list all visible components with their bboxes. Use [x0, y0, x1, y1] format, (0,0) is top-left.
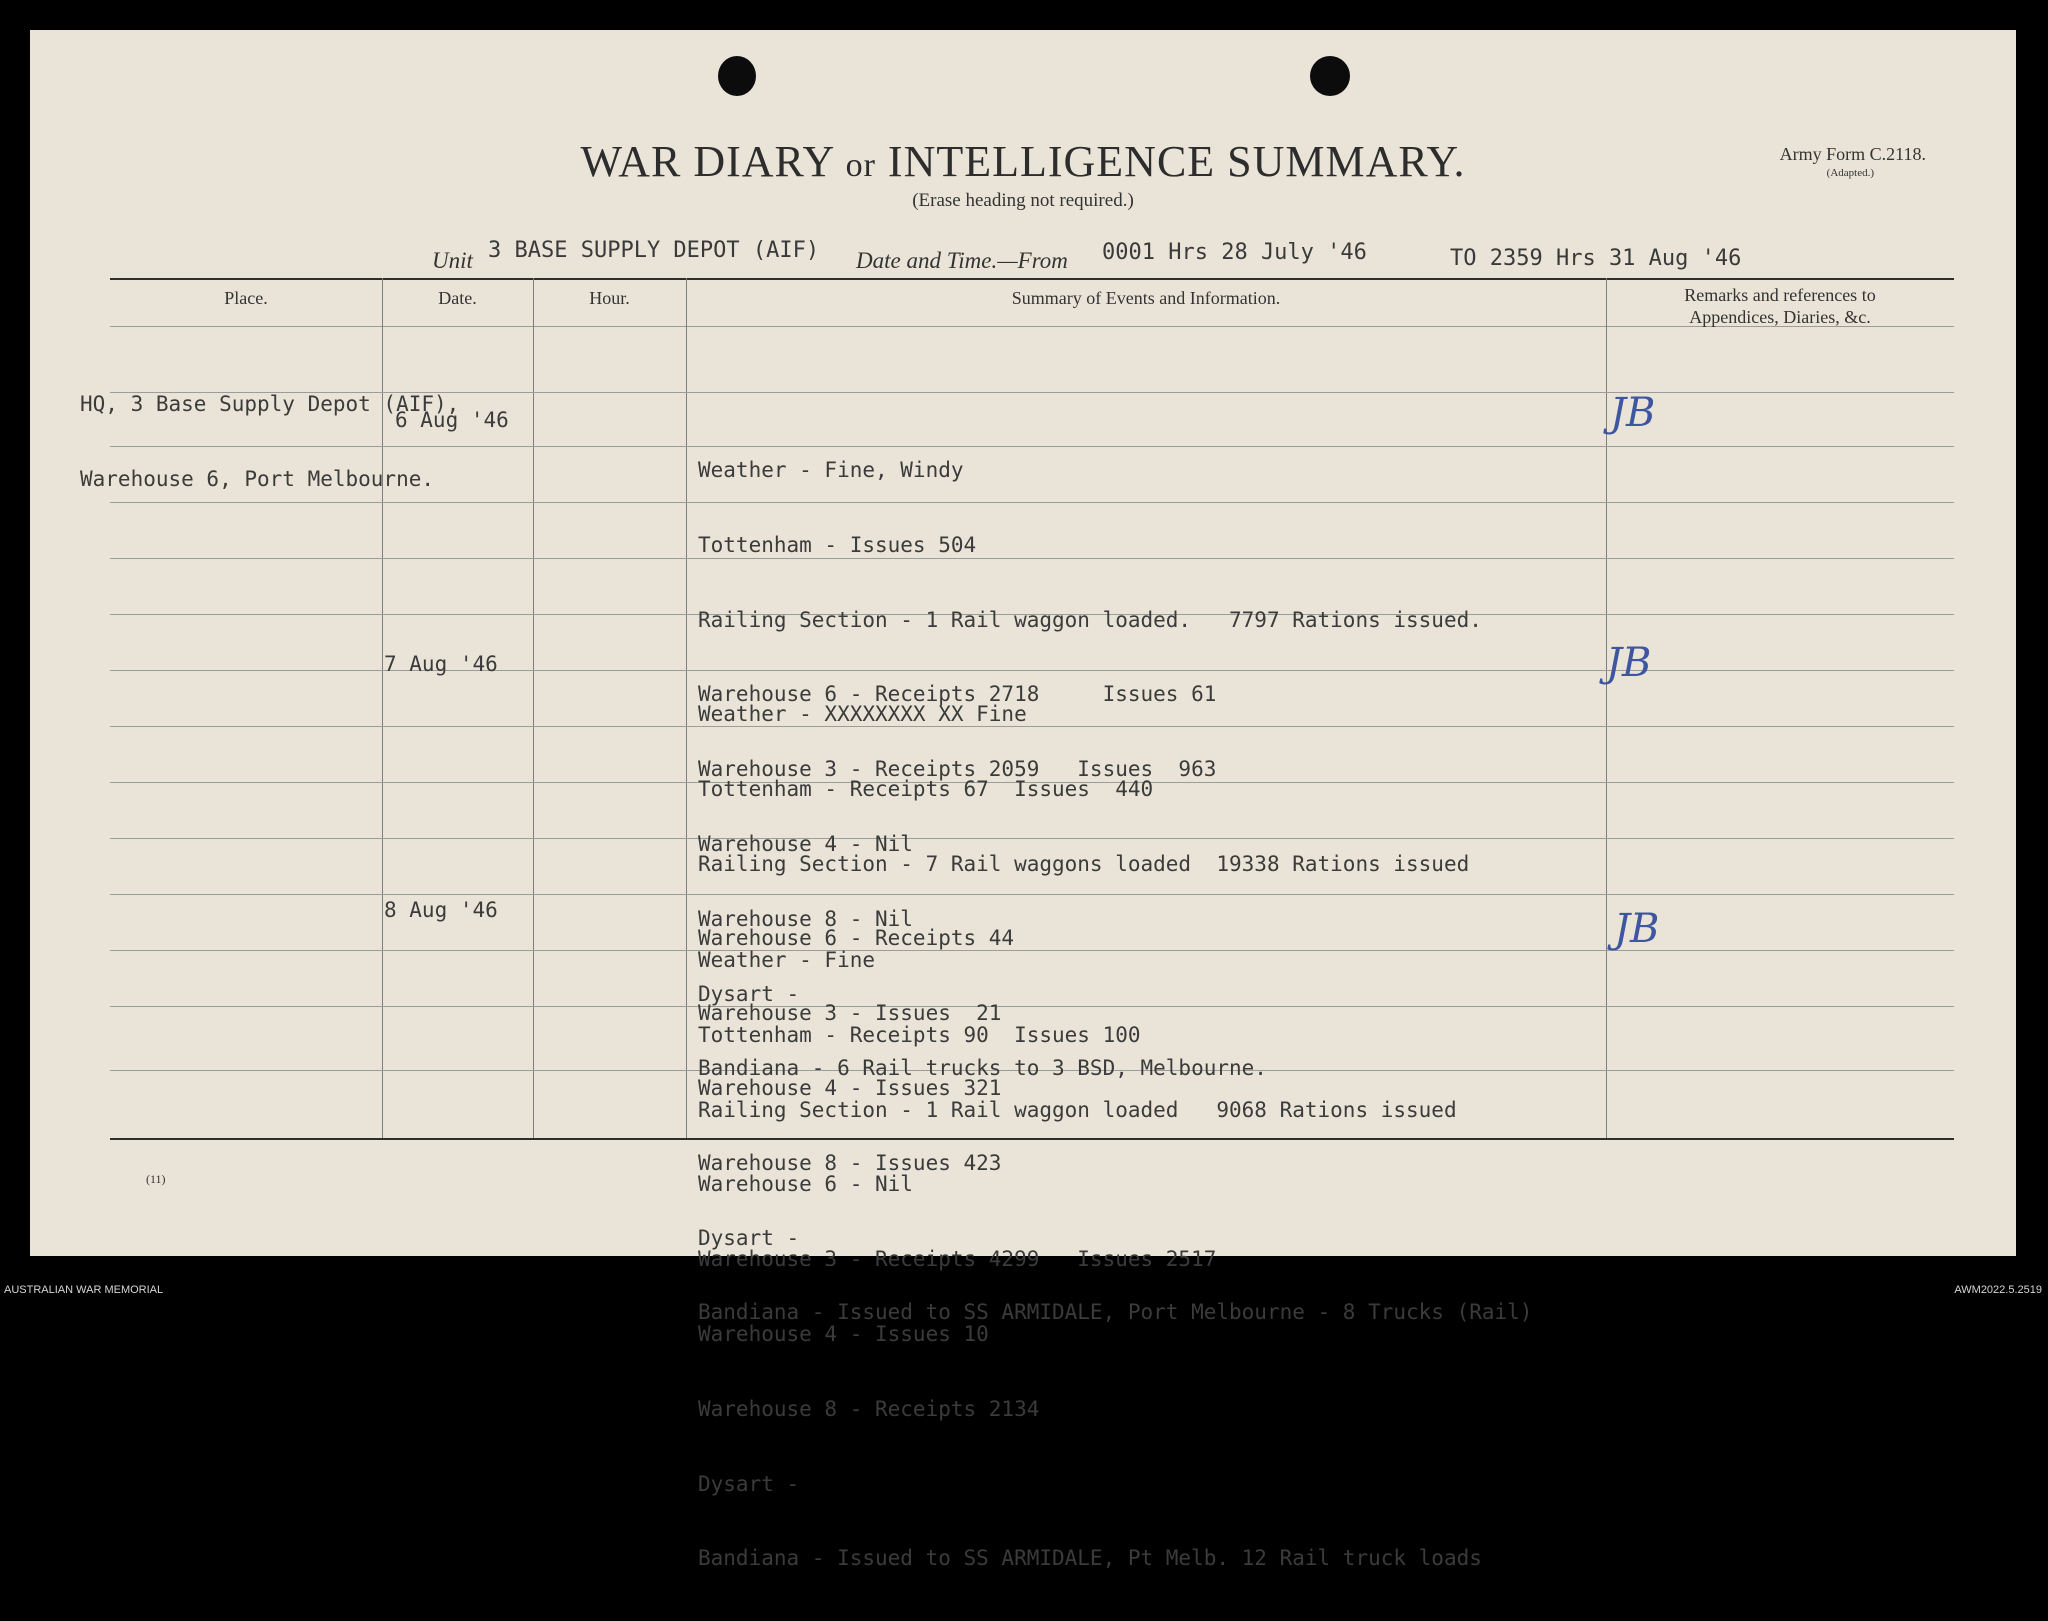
summary-line: Weather - Fine — [698, 948, 876, 972]
place-line-2: Warehouse 6, Port Melbourne. — [80, 466, 435, 491]
summary-line: Warehouse 4 - Nil — [698, 831, 913, 856]
form-adapted: (Adapted.) — [1826, 167, 1874, 179]
date-cell: 7 Aug '46 — [384, 652, 498, 676]
from-value: 0001 Hrs 28 July '46 — [1102, 240, 1367, 265]
summary-line: Warehouse 8 - Issues 423 — [698, 1150, 1002, 1175]
title-part-2: INTELLIGENCE SUMMARY. — [887, 137, 1466, 186]
footer-right: AWM2022.5.2519 — [1954, 1284, 2042, 1296]
summary-line: Dysart - — [698, 1225, 800, 1250]
summary-line: Railing Section - 1 Rail waggon loaded 9068 Rations issued — [698, 1097, 1457, 1122]
summary-line: Dysart - — [698, 1471, 800, 1496]
summary-line: Bandiana - Issued to SS ARMIDALE, Port Melbourne - 8 Trucks (Rail) — [698, 1300, 1533, 1325]
form-code: (11) — [146, 1172, 166, 1186]
form-number-text: Army Form C.2118. — [1779, 144, 1926, 164]
summary-line: Railing Section - 1 Rail waggon loaded. 7797 Rations issued. — [698, 607, 1482, 632]
table-top-rule — [110, 278, 1954, 280]
title-part-1: WAR DIARY — [580, 137, 834, 186]
summary-line: Bandiana - 6 Rail trucks to 3 BSD, Melbourne. — [698, 1056, 1267, 1081]
summary-line: Weather - Fine, Windy — [698, 458, 964, 482]
column-divider — [533, 278, 534, 1138]
remarks-header-line-2: Appendices, Diaries, &c. — [1689, 307, 1871, 327]
date-cell: 6 Aug '46 — [395, 408, 509, 432]
summary-line: Tottenham - Receipts 67 Issues 440 — [698, 776, 1154, 801]
column-header-hour: Hour. — [589, 288, 630, 308]
unit-value: 3 BASE SUPPLY DEPOT (AIF) — [488, 238, 820, 263]
initials-signature: JB — [1610, 390, 1656, 436]
place-line-1: HQ, 3 Base Supply Depot (AIF), — [80, 392, 460, 416]
page-subtitle: (Erase heading not required.) — [912, 190, 1134, 211]
column-header-remarks — [1606, 284, 1954, 328]
summary-line: Warehouse 4 - Issues 321 — [698, 1075, 1002, 1100]
column-header-place: Place. — [224, 288, 268, 308]
summary-line: Warehouse 6 - Nil — [698, 1172, 913, 1197]
summary-line: Warehouse 8 - Nil — [698, 906, 913, 931]
title-or: or — [845, 147, 876, 184]
footer-left: AUSTRALIAN WAR MEMORIAL — [4, 1284, 164, 1296]
date-cell: 8 Aug '46 — [384, 898, 498, 922]
summary-line: Warehouse 3 - Receipts 2059 Issues 963 — [698, 757, 1217, 782]
summary-line: Warehouse 3 - Receipts 4299 Issues 2517 — [698, 1247, 1217, 1272]
place-cell — [80, 342, 459, 542]
summary-line: Railing Section - 7 Rail waggons loaded 19338 Rations issued — [698, 851, 1470, 876]
summary-line: Warehouse 4 - Issues 10 — [698, 1321, 989, 1346]
column-header-summary: Summary of Events and Information. — [1011, 288, 1281, 308]
summary-line: Warehouse 6 - Receipts 2718 Issues 61 — [698, 682, 1217, 707]
summary-line: Dysart - — [698, 981, 800, 1006]
unit-label: Unit — [432, 248, 473, 273]
summary-line: Tottenham - Issues 504 — [698, 532, 977, 557]
date-time-label: Date and Time.—From — [856, 248, 1068, 273]
initials-signature: JB — [1606, 640, 1652, 686]
to-value: TO 2359 Hrs 31 Aug '46 — [1450, 246, 1742, 271]
summary-line: Warehouse 8 - Receipts 2134 — [698, 1396, 1040, 1421]
column-divider — [686, 278, 687, 1138]
summary-entry — [698, 898, 1482, 1621]
summary-line: Weather - XXXXXXXX XX Fine — [698, 702, 1027, 726]
summary-line: Warehouse 3 - Issues 21 — [698, 1001, 1002, 1026]
summary-line: Warehouse 6 - Receipts 44 — [698, 926, 1015, 951]
summary-line: Tottenham - Receipts 90 Issues 100 — [698, 1022, 1141, 1047]
initials-signature: JB — [1614, 906, 1660, 952]
summary-line: Bandiana - Issued to SS ARMIDALE, Pt Melb. 12 Rail truck loads — [698, 1546, 1482, 1571]
column-divider — [1606, 278, 1607, 1138]
remarks-header-line-1: Remarks and references to — [1684, 285, 1876, 305]
column-header-date: Date. — [438, 288, 477, 308]
